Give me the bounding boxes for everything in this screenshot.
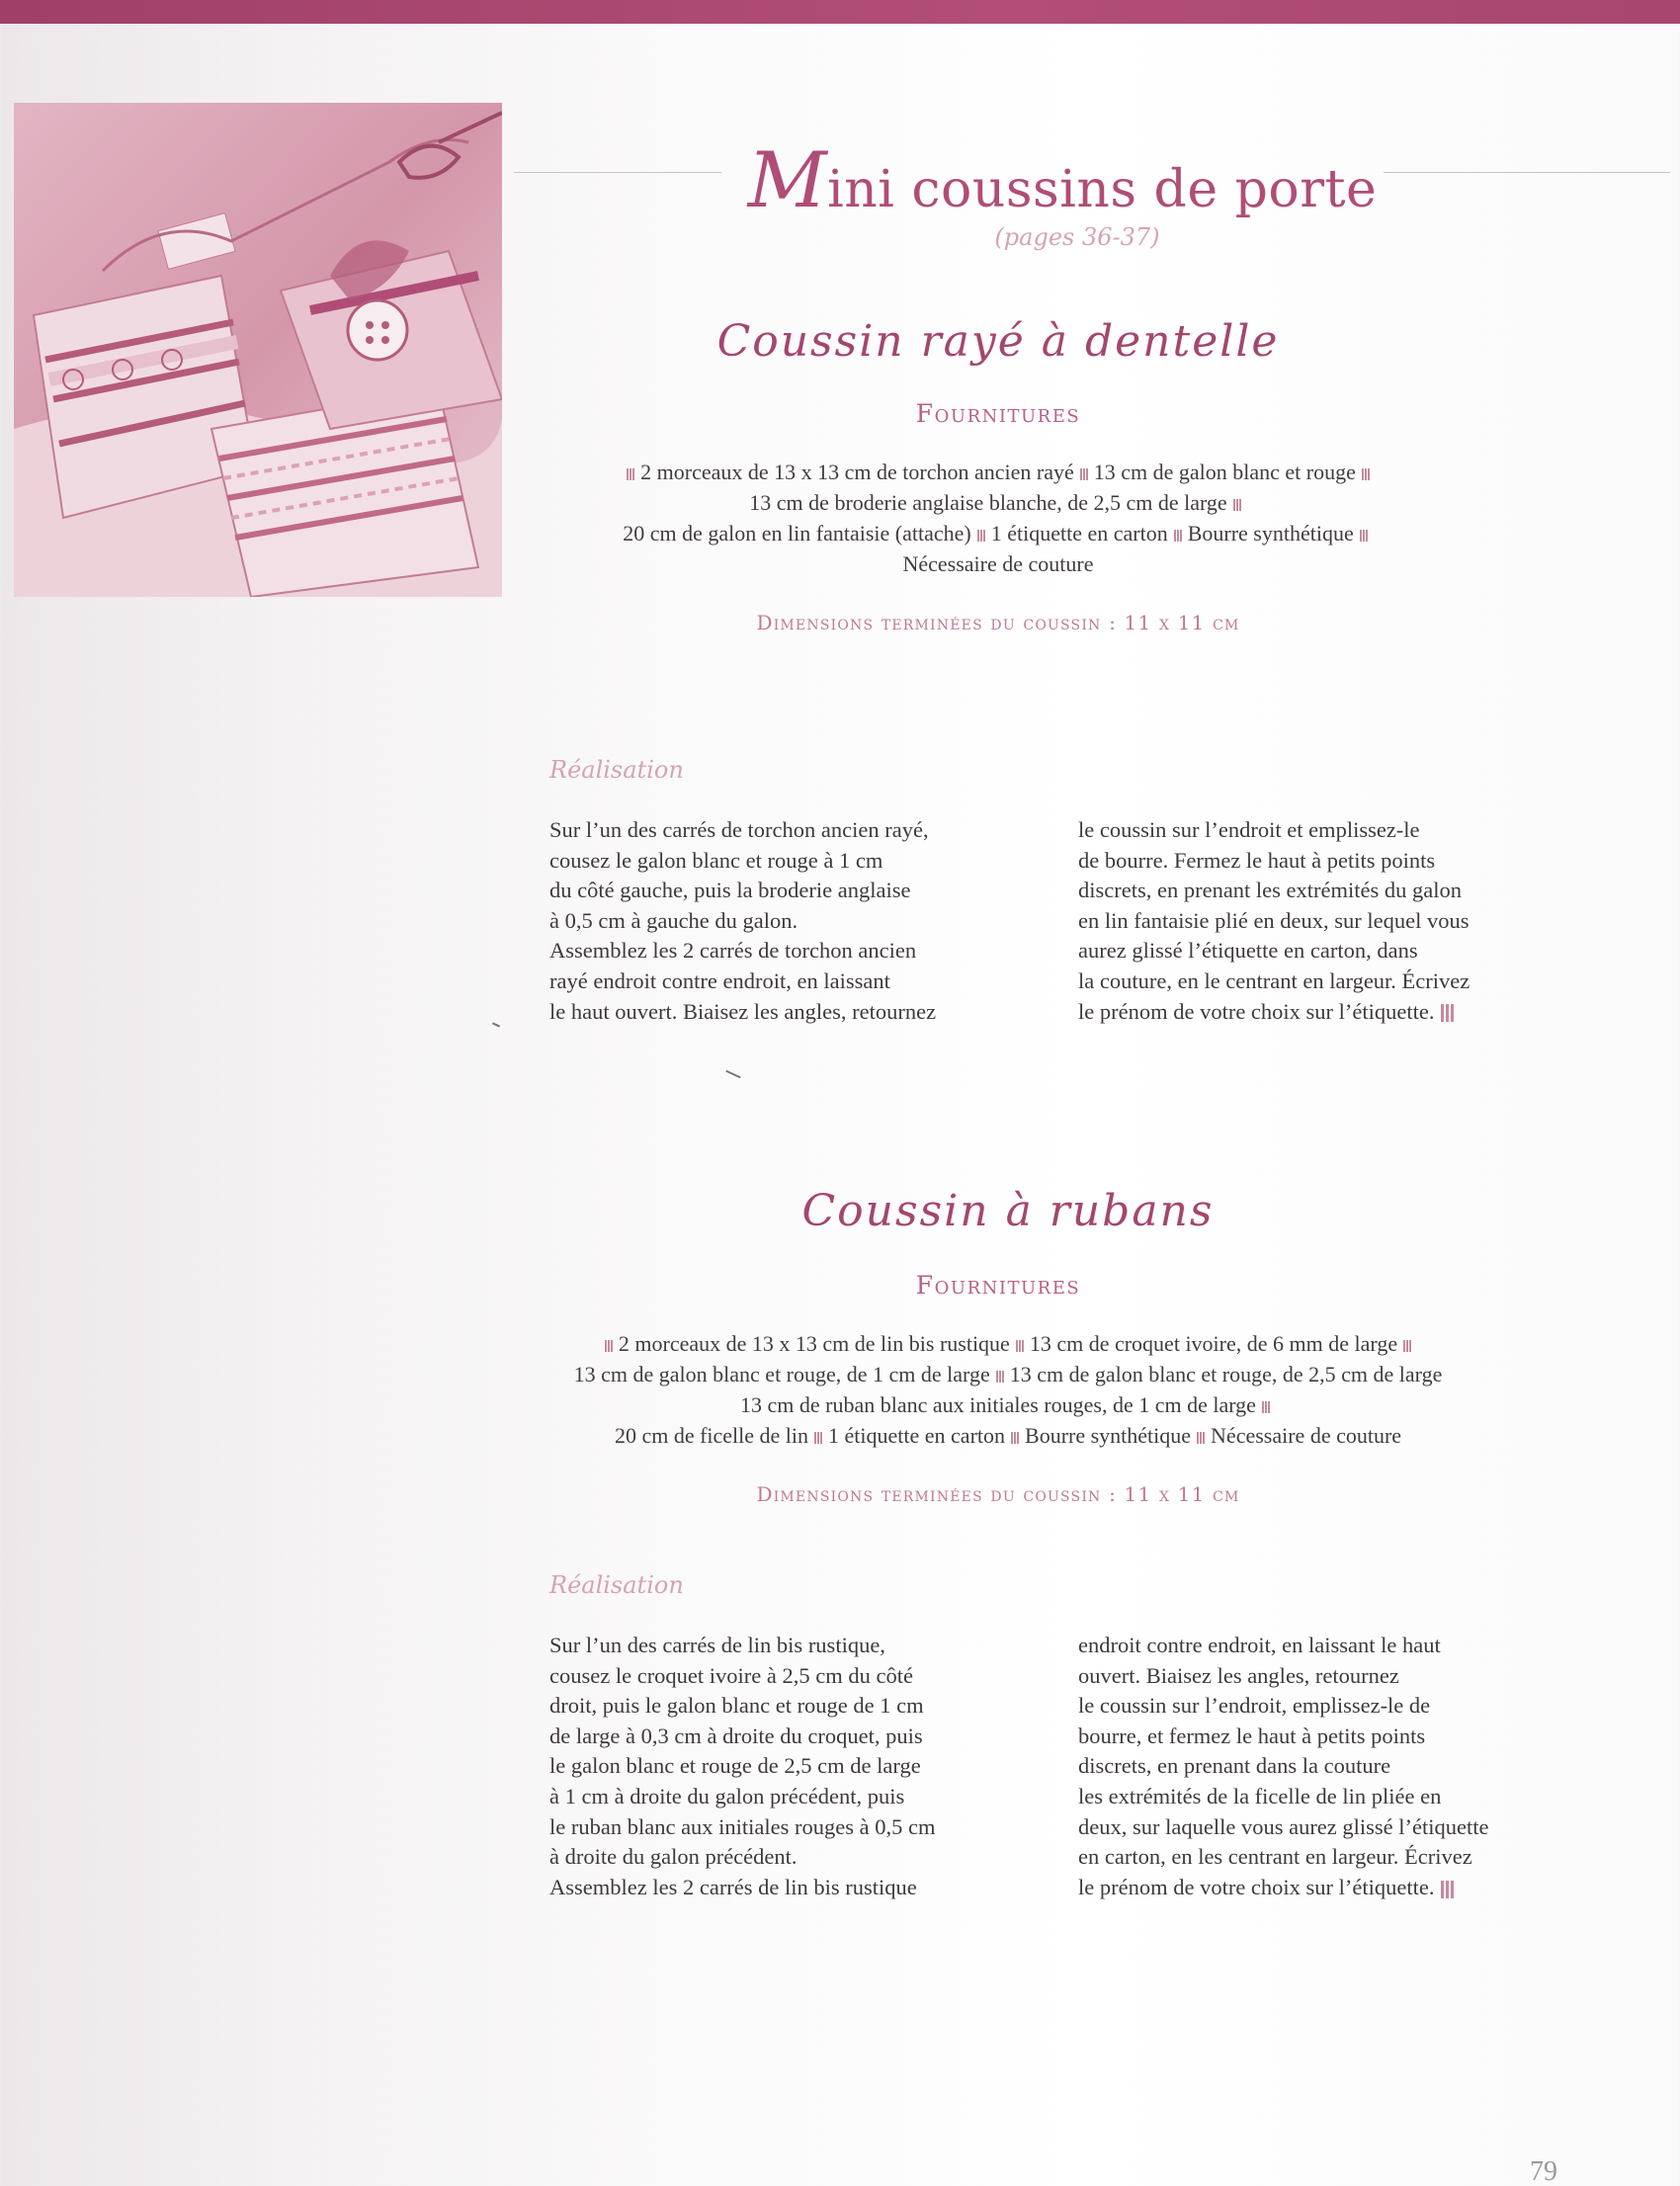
material-item: 13 cm de ruban blanc aux initiales rouges, de 1 cm de large <box>740 1392 1256 1417</box>
section1-realisation-heading: Réalisation <box>549 756 684 784</box>
material-item: 1 étiquette en carton <box>990 521 1168 546</box>
material-item: Bourre synthétique <box>1025 1423 1192 1448</box>
title-rule-left <box>514 172 721 173</box>
section1-text-column-2 <box>1078 815 1592 1027</box>
section1-title: Coussin rayé à dentelle <box>716 316 1280 367</box>
material-item: 13 cm de galon blanc et rouge, de 1 cm de large <box>573 1362 990 1387</box>
separator-mark <box>1233 499 1241 511</box>
section2-title: Coussin à rubans <box>801 1186 1215 1236</box>
section1-dimensions: Dimensions terminées du coussin : 11 x 11 cm <box>756 611 1240 634</box>
material-item: Bourre synthétique <box>1187 521 1354 546</box>
material-item: 13 cm de croquet ivoire, de 6 mm de large <box>1029 1331 1398 1356</box>
material-item: Nécessaire de couture <box>1211 1423 1402 1448</box>
material-item: 2 morceaux de 13 x 13 cm de lin bis rustique <box>618 1331 1010 1356</box>
section2-col2-text: endroit contre endroit, en laissant le haut ouvert. Biaisez les angles, retournez le coussin sur l’endroit, emplissez-le de bourre, et fermez le haut à petits points discrets, en prenant dans la couture les extrémités de la ficelle de lin pliée en deux, sur laquelle vous aurez glissé l’étiquette en carton, en les centrant en largeur. Écrivez le prénom de votre choix sur l’étiquette. <box>1078 1633 1489 1899</box>
section1-col2-text: le coussin sur l’endroit et emplissez-le de bourre. Fermez le haut à petits points discrets, en prenant les extrémités du galon en lin fantaisie plié en deux, sur lequel vous aurez glissé l’étiquette en carton, dans la couture, en le centrant en largeur. Écrivez le prénom de votre choix sur l’étiquette. <box>1078 817 1470 1024</box>
separator-mark <box>814 1432 822 1444</box>
separator-mark <box>996 1371 1004 1383</box>
section2-supplies-heading: Fournitures <box>915 1271 1081 1300</box>
material-item: 20 cm de ficelle de lin <box>614 1423 809 1448</box>
section2-realisation-heading: Réalisation <box>549 1571 684 1599</box>
page-title <box>731 136 1393 225</box>
page-subtitle: (pages 36-37) <box>994 223 1160 251</box>
material-item: 13 cm de broderie anglaise blanche, de 2,5 cm de large <box>749 490 1227 515</box>
separator-mark <box>1016 1340 1024 1352</box>
title-rule-right <box>1384 172 1670 173</box>
end-mark-icon <box>1441 1881 1455 1898</box>
cushions-photo <box>14 103 502 597</box>
separator-mark <box>605 1340 613 1352</box>
title-rest: ini coussins de porte <box>827 160 1378 219</box>
section2-dimensions: Dimensions terminées du coussin : 11 x 11 cm <box>756 1482 1240 1506</box>
title-initial: M <box>747 136 828 225</box>
separator-mark <box>1360 530 1368 542</box>
separator-mark <box>1262 1401 1270 1413</box>
separator-mark <box>1080 468 1088 480</box>
separator-mark <box>1362 468 1370 480</box>
separator-mark <box>977 530 985 542</box>
material-item: 1 étiquette en carton <box>828 1423 1006 1448</box>
material-item: 13 cm de galon blanc et rouge, de 2,5 cm de large <box>1009 1362 1443 1387</box>
material-item: 2 morceaux de 13 x 13 cm de torchon ancien rayé <box>640 460 1074 484</box>
separator-mark <box>1174 530 1182 542</box>
section1-supplies-heading: Fournitures <box>915 399 1081 428</box>
separator-mark <box>627 468 634 480</box>
photo-icon <box>14 103 502 597</box>
end-mark-icon <box>1441 1004 1455 1022</box>
top-color-bar <box>0 0 1680 24</box>
separator-mark <box>1197 1432 1205 1444</box>
section1-materials <box>484 457 1512 579</box>
material-item: 13 cm de galon blanc et rouge <box>1093 460 1356 484</box>
separator-mark <box>1011 1432 1019 1444</box>
section1-text-column-1: Sur l’un des carrés de torchon ancien rayé, cousez le galon blanc et rouge à 1 cm du côté gauche, puis la broderie anglaise à 0,5 cm à gauche du galon. Assemblez les 2 carrés de torchon ancien rayé endroit contre endroit, en laissant le haut ouvert. Biaisez les angles, retournez <box>549 817 937 1024</box>
section2-text-column-2 <box>1078 1631 1592 1902</box>
material-item: 20 cm de galon en lin fantaisie (attache) <box>623 521 971 546</box>
scan-speck <box>725 1070 740 1079</box>
material-item: Nécessaire de couture <box>902 551 1094 576</box>
scan-speck <box>492 1022 500 1027</box>
section2-text-column-1: Sur l’un des carrés de lin bis rustique, cousez le croquet ivoire à 2,5 cm du côté droit, puis le galon blanc et rouge de 1 cm de large à 0,3 cm à droite du croquet, puis le galon blanc et rouge de 2,5 cm de large à 1 cm à droite du galon précédent, puis le ruban blanc aux initiales rouges à 0,5 cm à droite du galon précédent. Assemblez les 2 carrés de lin bis rustique <box>549 1633 936 1899</box>
section2-materials <box>494 1328 1522 1451</box>
separator-mark <box>1403 1340 1411 1352</box>
page-number: 79 <box>1530 2156 1557 2186</box>
